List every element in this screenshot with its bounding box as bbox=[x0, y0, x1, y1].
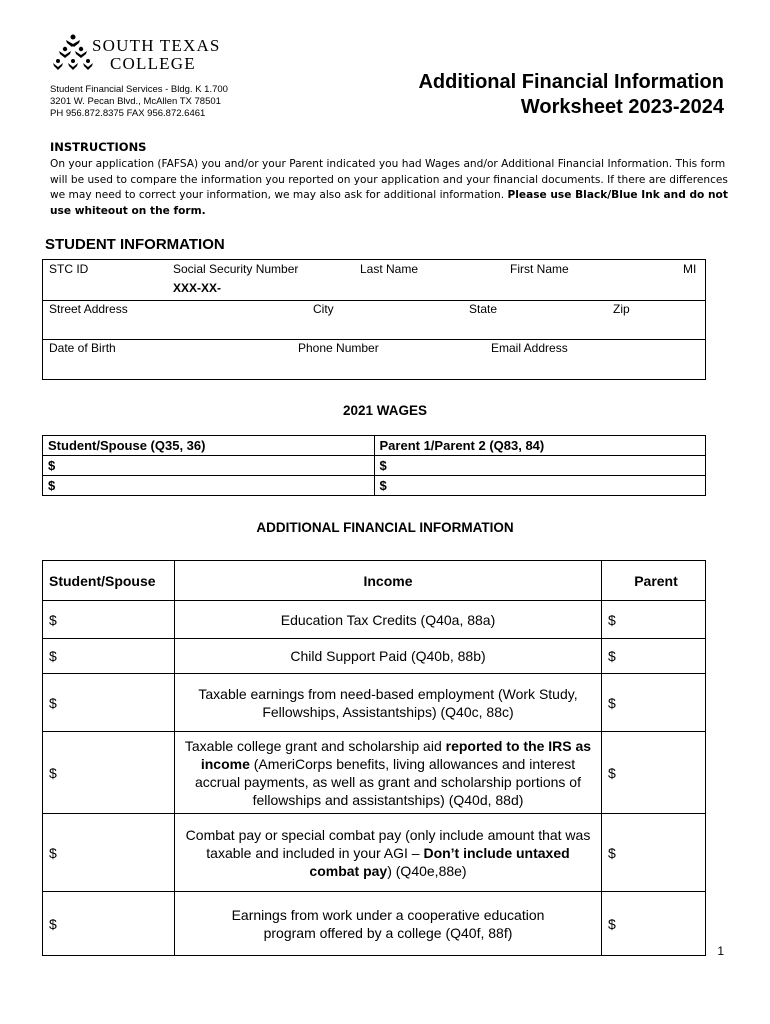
city-field[interactable]: City bbox=[313, 302, 334, 316]
office-address bbox=[50, 84, 228, 120]
parent-amount-cell[interactable]: $ bbox=[602, 892, 706, 956]
table-row bbox=[43, 601, 706, 639]
page-number: 1 bbox=[717, 944, 724, 958]
income-text: ) (Q40e,88e) bbox=[387, 862, 467, 879]
income-description bbox=[175, 732, 602, 814]
wages-parent-amount-1[interactable]: $ bbox=[374, 456, 706, 476]
instructions-text bbox=[50, 157, 730, 219]
income-description: Child Support Paid (Q40b, 88b) bbox=[175, 639, 602, 674]
address-line: 3201 W. Pecan Blvd., McAllen TX 78501 bbox=[50, 96, 221, 107]
form-title bbox=[418, 70, 724, 120]
wages-student-amount-1[interactable]: $ bbox=[43, 456, 375, 476]
logo-line1: SOUTH TEXAS bbox=[92, 36, 221, 55]
student-spouse-header: Student/Spouse bbox=[43, 561, 175, 601]
additional-info-table bbox=[42, 560, 706, 956]
income-text-emphasis: Don’t include untaxed combat pay bbox=[309, 844, 570, 879]
income-description bbox=[175, 814, 602, 892]
instructions-ink-note: Please use Black/Blue Ink and do not use whiteout on the form. bbox=[50, 189, 728, 217]
table-row bbox=[43, 639, 706, 674]
ssn-field[interactable]: Social Security Number bbox=[173, 262, 299, 276]
student-amount-cell[interactable]: $ bbox=[43, 639, 175, 674]
state-field[interactable]: State bbox=[469, 302, 498, 316]
income-text: Taxable college grant and scholarship aid bbox=[184, 737, 446, 754]
title-line1: Additional Financial Information bbox=[418, 71, 724, 93]
first-name-field[interactable]: First Name bbox=[510, 262, 569, 276]
income-description: Taxable earnings from need-based employment (Work Study, Fellowships, Assistantships) (Q40c, 88c) bbox=[175, 674, 602, 732]
table-row bbox=[43, 892, 706, 956]
college-logo bbox=[52, 34, 222, 76]
table-row bbox=[43, 814, 706, 892]
income-text: (AmeriCorps benefits, living allowances and interest accrual payments, as well as grant and scholarship portions of fellowships and assistantships) (Q40d, 88d) bbox=[195, 755, 581, 808]
wages-table bbox=[42, 435, 706, 496]
address-line: Student Financial Services - Bldg. K 1.700 bbox=[50, 84, 228, 95]
income-description: Education Tax Credits (Q40a, 88a) bbox=[175, 601, 602, 639]
income-header: Income bbox=[175, 561, 602, 601]
ssn-prefix: XXX-XX- bbox=[173, 281, 222, 295]
parent-amount-cell[interactable]: $ bbox=[602, 639, 706, 674]
wages-parent-amount-2[interactable]: $ bbox=[374, 476, 706, 496]
additional-info-heading: ADDITIONAL FINANCIAL INFORMATION bbox=[256, 520, 514, 535]
parent-header: Parent bbox=[602, 561, 706, 601]
logo-line2: COLLEGE bbox=[110, 54, 196, 73]
logo-figures-icon bbox=[52, 34, 94, 74]
instructions-body: On your application (FAFSA) you and/or your Parent indicated you had Wages and/or Additional Financial Information. This form will be used to compare the information you reported on your application and your financial documents. If there are differences we may need to correct your information, we may also ask for additional information. bbox=[50, 158, 728, 201]
student-amount-cell[interactable]: $ bbox=[43, 732, 175, 814]
wages-heading: 2021 WAGES bbox=[342, 403, 428, 418]
income-text-emphasis: reported to the IRS as income bbox=[200, 737, 592, 772]
table-row bbox=[43, 732, 706, 814]
wages-parent-header: Parent 1/Parent 2 (Q83, 84) bbox=[374, 436, 706, 456]
parent-amount-cell[interactable]: $ bbox=[602, 601, 706, 639]
street-address-field[interactable]: Street Address bbox=[49, 302, 128, 316]
mi-field[interactable]: MI bbox=[683, 262, 697, 276]
parent-amount-cell[interactable]: $ bbox=[602, 732, 706, 814]
income-text: Combat pay or special combat pay (only include amount that was taxable and included in your AGI – bbox=[185, 826, 591, 861]
wages-student-amount-2[interactable]: $ bbox=[43, 476, 375, 496]
income-description: Earnings from work under a cooperative education program offered by a college (Q40f, 88f) bbox=[175, 892, 602, 956]
table-row bbox=[43, 674, 706, 732]
student-info-box bbox=[42, 259, 706, 380]
student-amount-cell[interactable]: $ bbox=[43, 674, 175, 732]
parent-amount-cell[interactable]: $ bbox=[602, 814, 706, 892]
stc-id-field[interactable]: STC ID bbox=[49, 262, 89, 276]
parent-amount-cell[interactable]: $ bbox=[602, 674, 706, 732]
email-field[interactable]: Email Address bbox=[491, 341, 568, 355]
last-name-field[interactable]: Last Name bbox=[360, 262, 419, 276]
title-line2: Worksheet 2023-2024 bbox=[520, 96, 724, 118]
zip-field[interactable]: Zip bbox=[613, 302, 630, 316]
phone-field[interactable]: Phone Number bbox=[298, 341, 379, 355]
wages-student-header: Student/Spouse (Q35, 36) bbox=[43, 436, 375, 456]
student-info-heading: STUDENT INFORMATION bbox=[45, 236, 225, 253]
date-of-birth-field[interactable]: Date of Birth bbox=[49, 341, 116, 355]
instructions-heading: INSTRUCTIONS bbox=[50, 140, 147, 154]
address-line: PH 956.872.8375 FAX 956.872.6461 bbox=[50, 108, 206, 119]
student-amount-cell[interactable]: $ bbox=[43, 601, 175, 639]
student-amount-cell[interactable]: $ bbox=[43, 892, 175, 956]
student-amount-cell[interactable]: $ bbox=[43, 814, 175, 892]
